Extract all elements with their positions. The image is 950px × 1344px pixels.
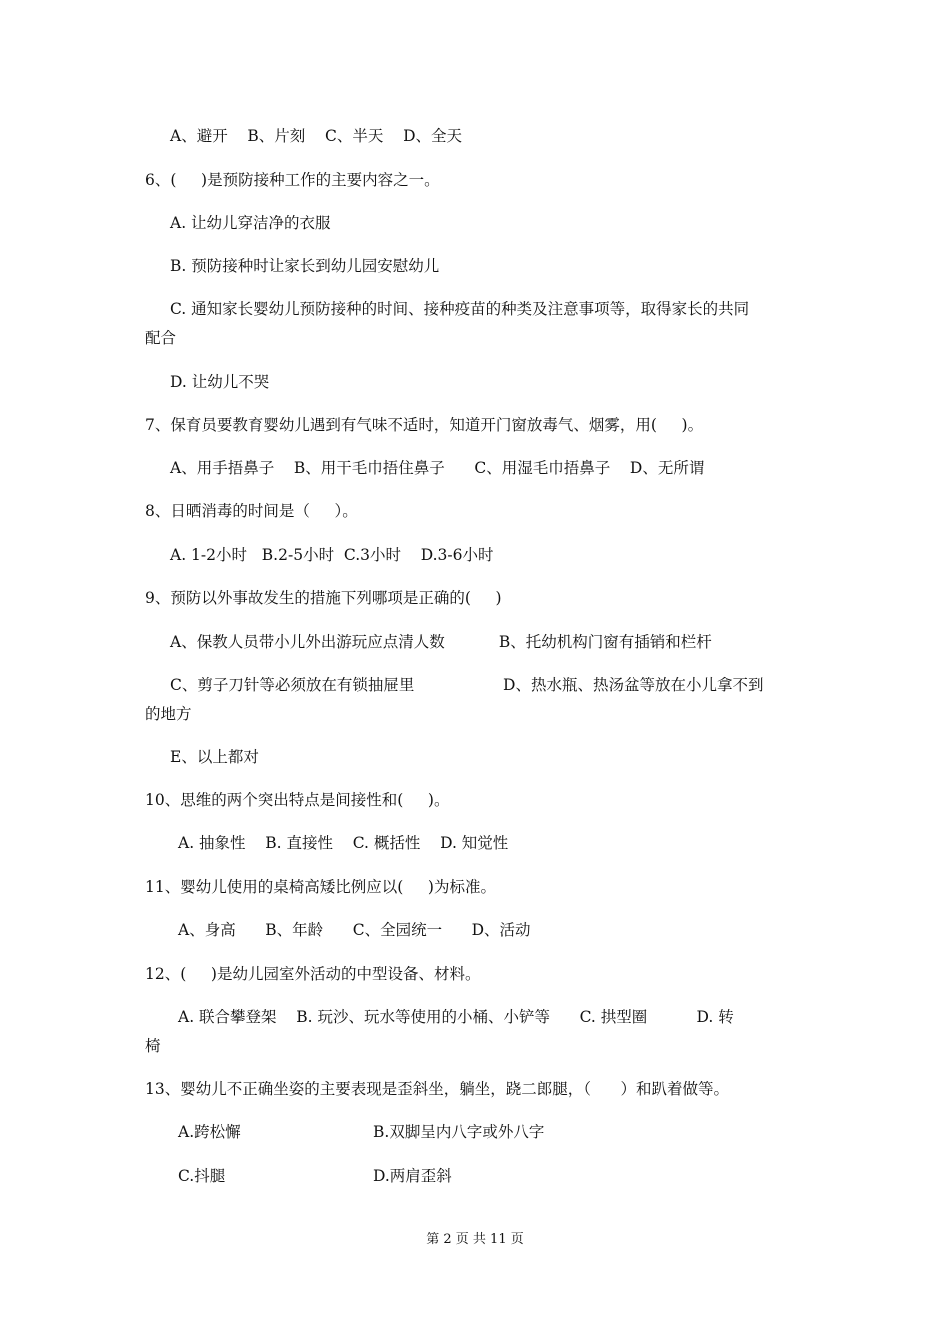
q6-option-a: A. 让幼儿穿洁净的衣服 xyxy=(170,214,331,232)
q10-stem: 10、思维的两个突出特点是间接性和( )。 xyxy=(145,791,450,809)
q11-stem: 11、婴幼儿使用的桌椅高矮比例应以( )为标准。 xyxy=(145,878,496,896)
q13-option-a: A.跨松懈 xyxy=(178,1123,241,1141)
q13-stem: 13、婴幼儿不正确坐姿的主要表现是歪斜坐，躺坐，跷二郎腿，（ ）和趴着做等。 xyxy=(145,1080,730,1098)
q13-option-c: C.抖腿 xyxy=(178,1167,226,1185)
q13-option-d: D.两肩歪斜 xyxy=(373,1167,452,1185)
q9-options-ab: A、保教人员带小儿外出游玩应点清人数 B、托幼机构门窗有插销和栏杆 xyxy=(170,633,712,651)
q6-option-d: D. 让幼儿不哭 xyxy=(170,373,270,391)
q9-options-cd: C、剪子刀针等必须放在有锁抽屉里 D、热水瓶、热汤盆等放在小儿拿不到 xyxy=(170,676,764,694)
page-footer: 第 2 页 共 11 页 xyxy=(426,1232,524,1247)
q11-options: A、身高 B、年龄 C、全园统一 D、活动 xyxy=(178,921,531,939)
q6-option-c: C. 通知家长婴幼儿预防接种的时间、接种疫苗的种类及注意事项等，取得家长的共同 xyxy=(170,300,750,318)
q5-options: A、避开 B、片刻 C、半天 D、全天 xyxy=(170,127,462,145)
q9-stem: 9、预防以外事故发生的措施下列哪项是正确的( ) xyxy=(145,589,502,607)
q12-stem: 12、( )是幼儿园室外活动的中型设备、材料。 xyxy=(145,965,481,983)
q7-options: A、用手捂鼻子 B、用干毛巾捂住鼻子 C、用湿毛巾捂鼻子 D、无所谓 xyxy=(170,459,705,477)
q8-stem: 8、日晒消毒的时间是（ ）。 xyxy=(145,502,358,520)
q12-options: A. 联合攀登架 B. 玩沙、玩水等使用的小桶、小铲等 C. 拱型圈 D. 转 xyxy=(178,1008,734,1026)
q6-stem: 6、( )是预防接种工作的主要内容之一。 xyxy=(145,171,440,189)
q9-options-cd-cont: 的地方 xyxy=(145,705,192,723)
q7-stem: 7、保育员要教育婴幼儿遇到有气味不适时，知道开门窗放毒气、烟雾，用( )。 xyxy=(145,416,704,434)
q6-option-c-cont: 配合 xyxy=(145,329,177,347)
q9-option-e: E、以上都对 xyxy=(170,748,259,766)
q8-options: A. 1-2小时 B.2-5小时 C.3小时 D.3-6小时 xyxy=(170,546,494,564)
q12-options-cont: 椅 xyxy=(145,1037,161,1055)
q10-options: A. 抽象性 B. 直接性 C. 概括性 D. 知觉性 xyxy=(178,834,509,852)
q13-option-b: B.双脚呈内八字或外八字 xyxy=(373,1123,545,1141)
q6-option-b: B. 预防接种时让家长到幼儿园安慰幼儿 xyxy=(170,257,440,275)
